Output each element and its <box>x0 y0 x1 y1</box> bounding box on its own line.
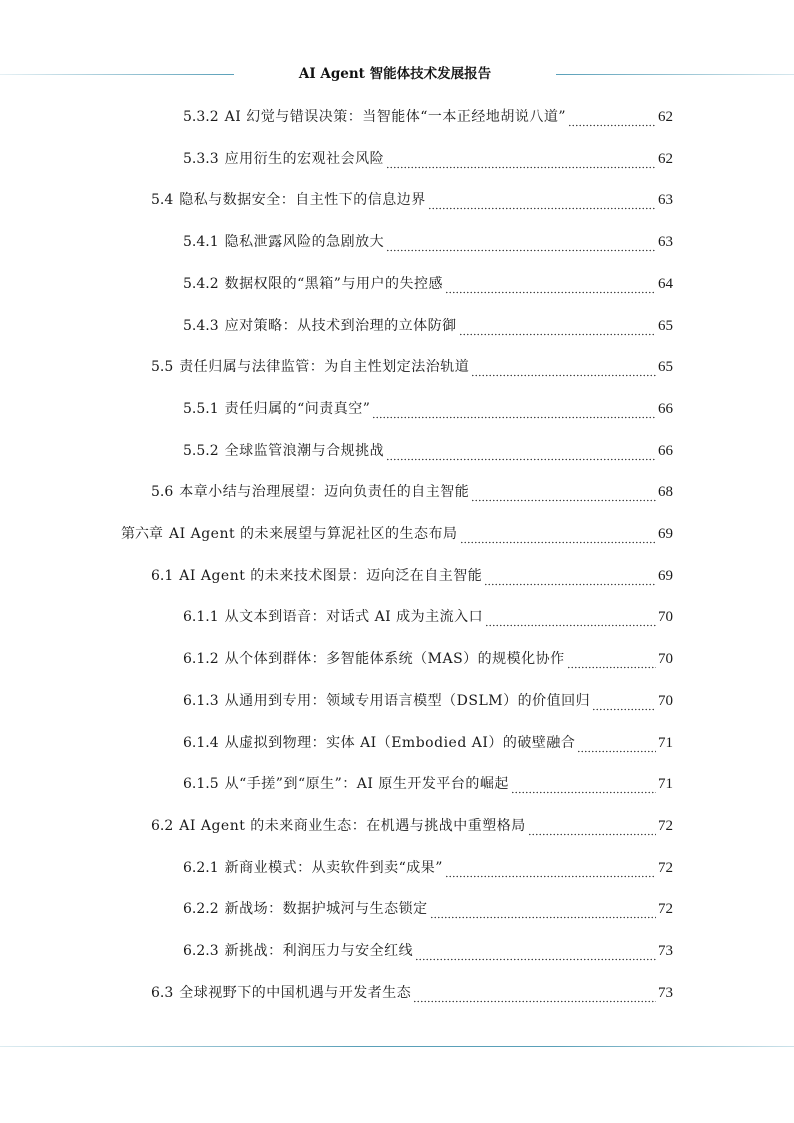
toc-entry-number: 6.1.5 <box>183 776 219 793</box>
toc-entry[interactable] <box>151 471 673 513</box>
toc-entry[interactable] <box>183 888 673 930</box>
toc-entry[interactable] <box>183 596 673 638</box>
toc-entry[interactable] <box>183 680 673 722</box>
toc-entry[interactable] <box>151 346 673 388</box>
toc-entry-title: AI Agent 的未来展望与算泥社区的生态布局 <box>169 526 458 542</box>
toc-entry-number: 6.1.4 <box>183 734 219 751</box>
toc-entry-page-number: 68 <box>658 484 673 501</box>
toc-entry-number: 5.5 <box>151 359 174 376</box>
toc-entry-title: 责任归属与法律监管：为自主性划定法治轨道 <box>179 359 470 376</box>
toc-dot-leader <box>459 320 656 336</box>
toc-dot-leader <box>386 445 656 461</box>
toc-dot-leader <box>428 194 656 210</box>
toc-entry-number: 5.4.2 <box>183 275 219 292</box>
toc-entry-number: 6.3 <box>151 984 174 1001</box>
toc-entry-title: AI 幻觉与错误决策：当智能体“一本正经地胡说八道” <box>224 109 567 125</box>
toc-entry-title: 本章小结与治理展望：迈向负责任的自主智能 <box>179 484 470 501</box>
toc-entry-page-number: 70 <box>658 609 673 626</box>
toc-dot-leader <box>386 236 656 252</box>
toc-entry-page-number: 71 <box>658 734 673 751</box>
toc-entry-number: 6.2.1 <box>183 859 219 876</box>
toc-entry-title: AI Agent 的未来商业生态：在机遇与挑战中重塑格局 <box>179 817 526 834</box>
toc-dot-leader <box>471 361 656 377</box>
toc-entry-number: 6.1.3 <box>183 692 219 709</box>
toc-entry[interactable] <box>183 638 673 680</box>
toc-entry-title: 从通用到专用：领域专用语言模型（DSLM）的价值回归 <box>224 692 591 709</box>
toc-entry[interactable] <box>151 179 673 221</box>
toc-entry-page-number: 70 <box>658 651 673 668</box>
toc-dot-leader <box>511 778 656 794</box>
toc-entry-page-number: 71 <box>658 776 673 793</box>
toc-entry-number: 5.6 <box>151 484 174 501</box>
toc-dot-leader <box>568 111 656 127</box>
toc-entry-number: 5.3.3 <box>183 150 219 167</box>
footer-rule <box>0 1046 794 1047</box>
toc-entry[interactable] <box>183 930 673 972</box>
toc-entry-title: 应对策略：从技术到治理的立体防御 <box>224 317 457 334</box>
toc-entry-page-number: 66 <box>658 400 673 417</box>
toc-dot-leader <box>430 903 656 919</box>
toc-entry-title: AI Agent 的未来技术图景：迈向泛在自主智能 <box>179 567 483 584</box>
toc-entry-title: 从虚拟到物理：实体 AI（Embodied AI）的破壁融合 <box>224 734 576 751</box>
toc-entry-number: 6.1 <box>151 567 174 584</box>
toc-entry[interactable] <box>183 305 673 347</box>
toc-dot-leader <box>445 862 656 878</box>
toc-entry-title: 从个体到群体：多智能体系统（MAS）的规模化协作 <box>224 651 565 668</box>
toc-entry-title: 全球监管浪潮与合规挑战 <box>224 442 385 459</box>
toc-dot-leader <box>471 486 656 502</box>
toc-entry-number: 6.2 <box>151 817 174 834</box>
toc-entry-title: 新商业模式：从卖软件到卖“成果” <box>224 859 443 876</box>
toc-entry[interactable] <box>183 763 673 805</box>
toc-entry[interactable] <box>183 847 673 889</box>
toc-entry[interactable] <box>183 263 673 305</box>
toc-entry-page-number: 65 <box>658 359 673 376</box>
toc-entry-page-number: 62 <box>658 109 673 125</box>
toc-entry-number: 6.1.2 <box>183 651 219 668</box>
toc-entry-page-number: 64 <box>658 275 673 292</box>
toc-entry-page-number: 72 <box>658 859 673 876</box>
header-rule-left <box>0 74 234 75</box>
toc-entry[interactable] <box>183 388 673 430</box>
toc-entry-number: 6.2.3 <box>183 943 219 959</box>
toc-entry-page-number: 66 <box>658 442 673 459</box>
toc-entry-title: 新挑战：利润压力与安全红线 <box>224 943 414 959</box>
toc-entry-title: 新战场：数据护城河与生态锁定 <box>224 901 428 918</box>
toc-entry-number: 6.1.1 <box>183 609 219 626</box>
toc-entry-title: 隐私与数据安全：自主性下的信息边界 <box>179 192 426 209</box>
toc-entry-page-number: 63 <box>658 234 673 251</box>
toc-entry-number: 5.4 <box>151 192 174 209</box>
toc-dot-leader <box>485 611 656 627</box>
toc-entry[interactable] <box>183 96 673 138</box>
toc-entry[interactable] <box>183 430 673 472</box>
header-rule-right <box>556 74 794 75</box>
toc-entry-page-number: 63 <box>658 192 673 209</box>
page-header-title: AI Agent 智能体技术发展报告 <box>298 66 492 82</box>
toc-dot-leader <box>413 987 656 1003</box>
toc-dot-leader <box>445 278 656 294</box>
toc-dot-leader <box>592 695 656 711</box>
toc-dot-leader <box>372 403 656 419</box>
toc-entry-number: 第六章 <box>121 526 163 542</box>
toc-dot-leader <box>567 653 656 669</box>
toc-entry-title: 从文本到语音：对话式 AI 成为主流入口 <box>224 609 484 626</box>
toc-entry-title: 责任归属的“问责真空” <box>224 400 371 417</box>
toc-entry-number: 5.3.2 <box>183 109 219 125</box>
toc-entry[interactable] <box>183 221 673 263</box>
toc-entry-title: 全球视野下的中国机遇与开发者生态 <box>179 984 412 1001</box>
toc-entry-number: 6.2.2 <box>183 901 219 918</box>
toc-entry[interactable] <box>151 805 673 847</box>
toc-entry-title: 隐私泄露风险的急剧放大 <box>224 234 385 251</box>
toc-dot-leader <box>528 820 656 836</box>
toc-entry[interactable] <box>183 722 673 764</box>
toc-entry[interactable] <box>151 555 673 597</box>
toc-entry-page-number: 69 <box>658 526 673 542</box>
toc-entry-page-number: 73 <box>658 943 673 959</box>
toc-entry-title: 数据权限的“黑箱”与用户的失控感 <box>224 275 443 292</box>
toc-entry-page-number: 72 <box>658 901 673 918</box>
toc-entry-number: 5.5.1 <box>183 400 219 417</box>
toc-dot-leader <box>577 737 656 753</box>
toc-entry-number: 5.4.3 <box>183 317 219 334</box>
toc-entry-page-number: 65 <box>658 317 673 334</box>
toc-entry-page-number: 72 <box>658 817 673 834</box>
toc-dot-leader <box>386 153 656 169</box>
toc-entry[interactable] <box>183 138 673 180</box>
toc-entry-page-number: 70 <box>658 692 673 709</box>
toc-entry-page-number: 73 <box>658 984 673 1001</box>
toc-entry-number: 5.5.2 <box>183 442 219 459</box>
toc-entry[interactable] <box>121 513 673 555</box>
toc-dot-leader <box>415 945 656 961</box>
toc-entry[interactable] <box>151 972 673 1014</box>
toc-entry-number: 5.4.1 <box>183 234 219 251</box>
toc-entry-title: 应用衍生的宏观社会风险 <box>224 150 385 167</box>
toc-entry-title: 从“手搓”到“原生”：AI 原生开发平台的崛起 <box>224 776 509 793</box>
toc-dot-leader <box>460 528 656 544</box>
toc-entry-page-number: 69 <box>658 567 673 584</box>
toc-entry-page-number: 62 <box>658 150 673 167</box>
toc-dot-leader <box>484 570 656 586</box>
